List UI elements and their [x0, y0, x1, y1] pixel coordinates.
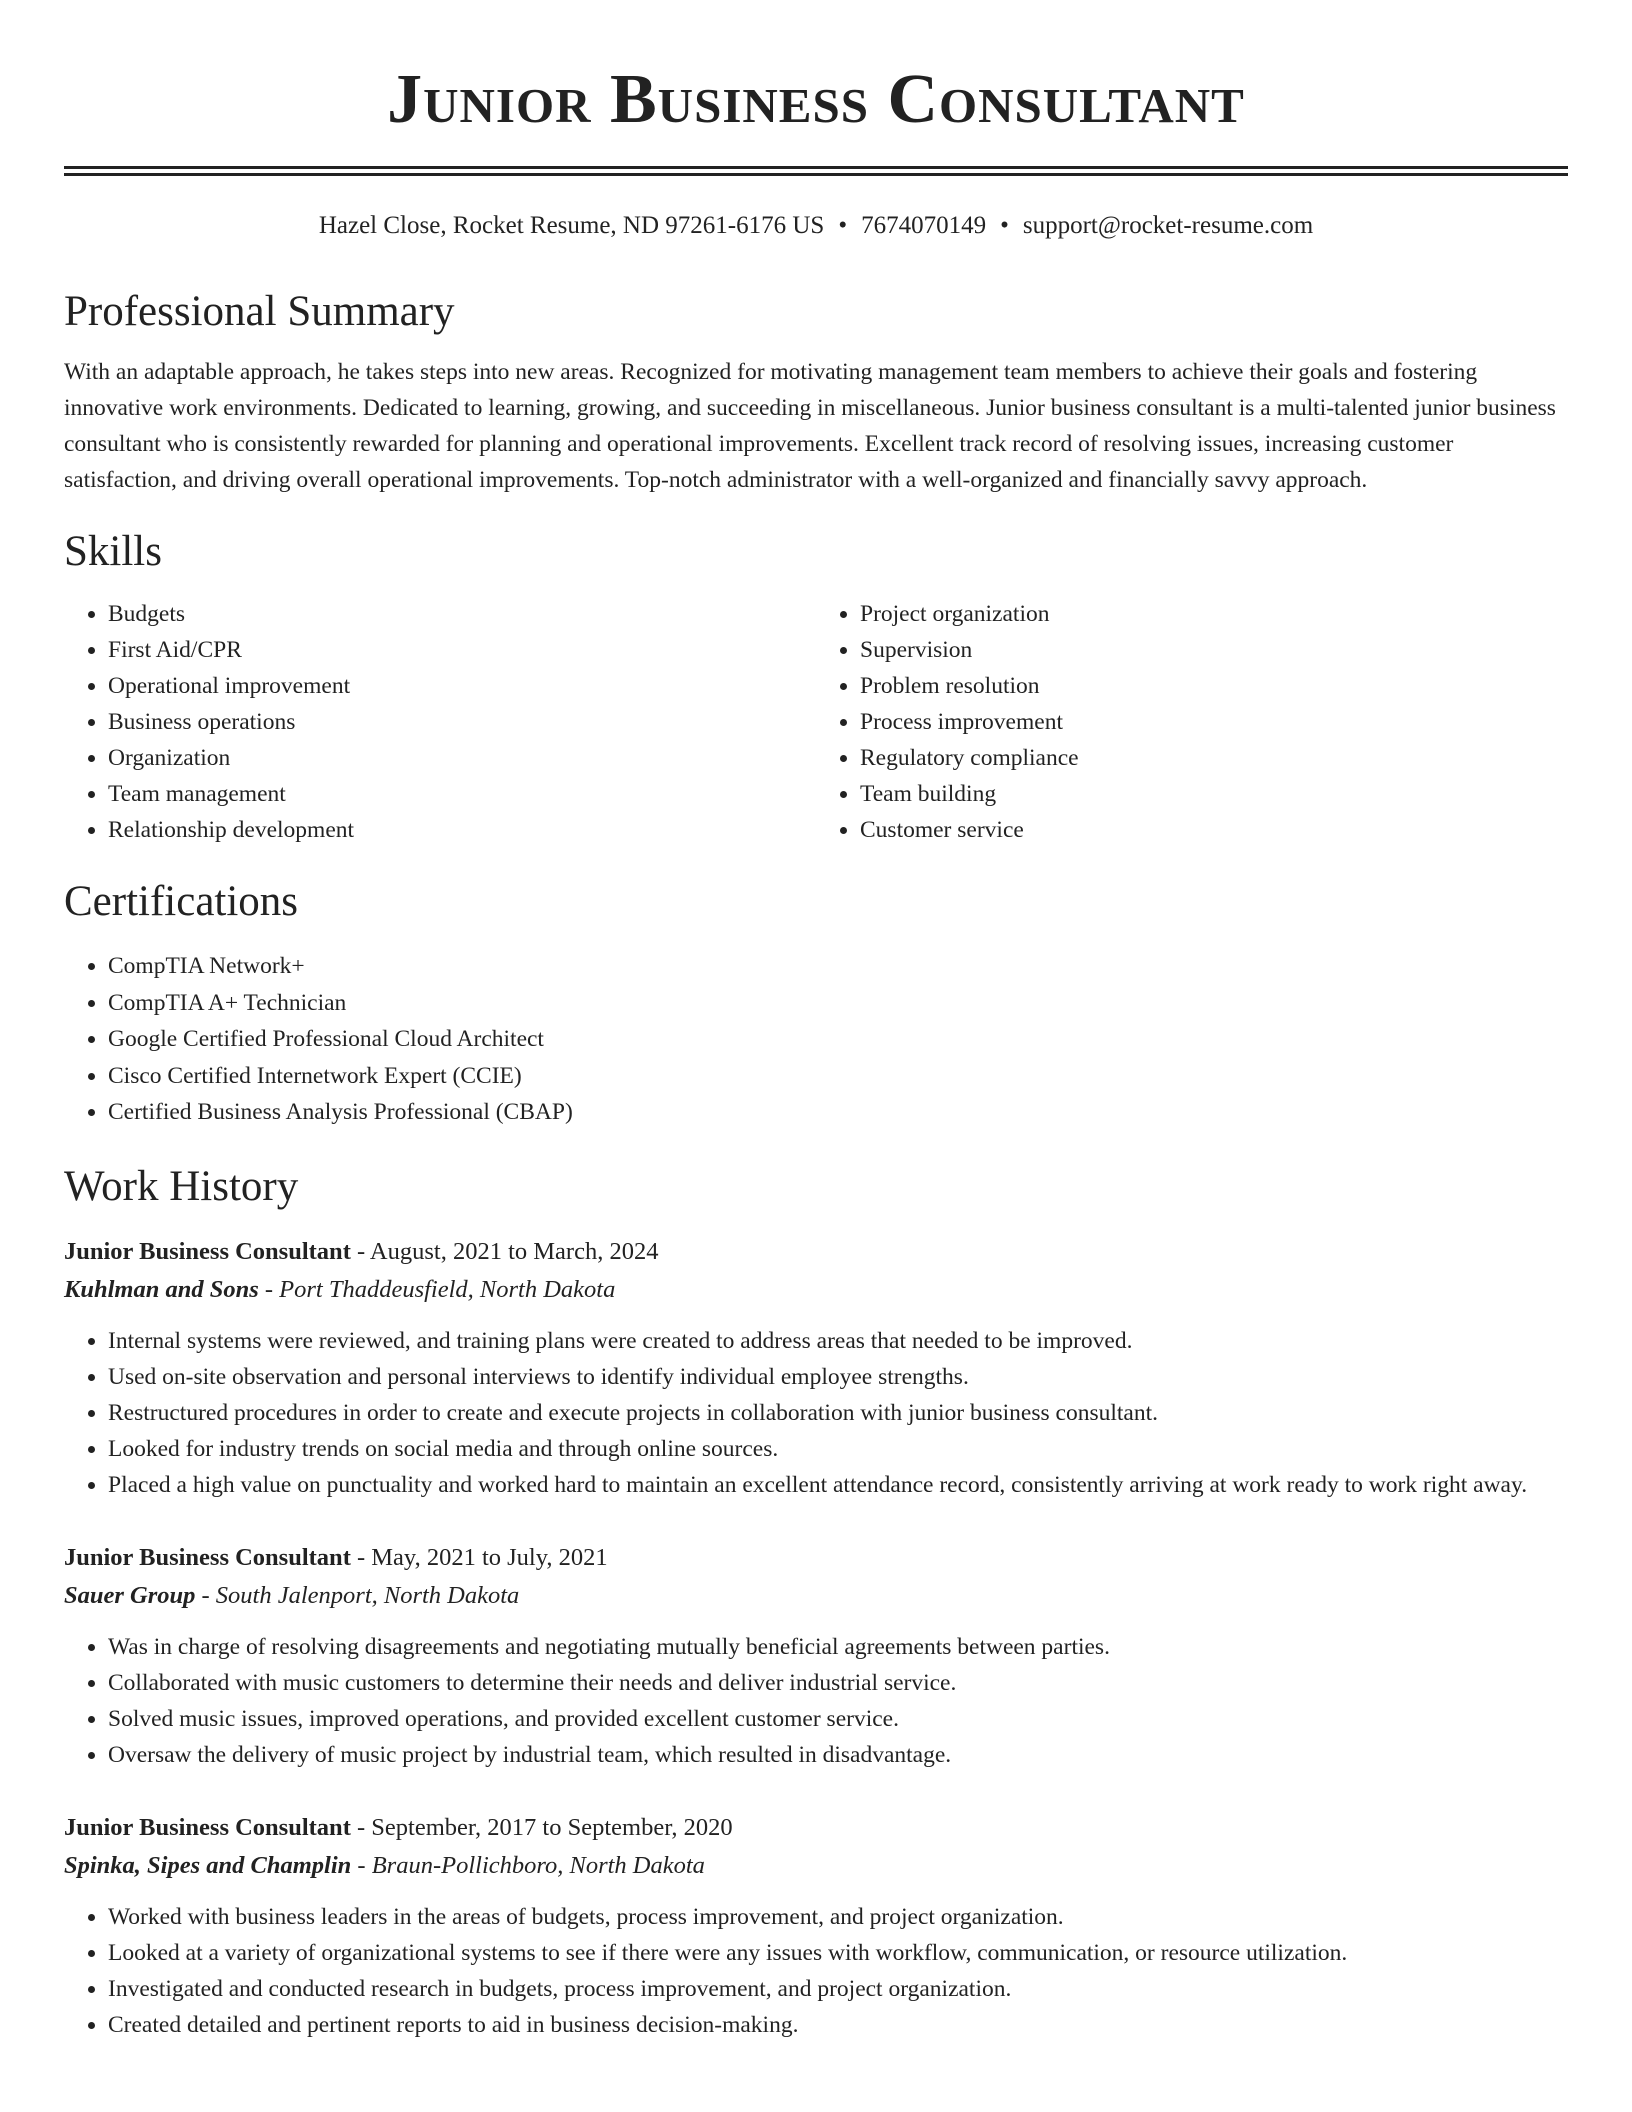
- skills-list-left: [64, 596, 816, 848]
- job-company: Spinka, Sipes and Champlin: [64, 1851, 352, 1879]
- contact-separator: •: [1000, 212, 1009, 239]
- skill-item: • Team management: [108, 776, 816, 812]
- skill-item: • Customer service: [860, 812, 1568, 848]
- job-bullet: • Solved music issues, improved operations, and provided excellent customer service.: [108, 1701, 1568, 1737]
- job-company-line: [64, 1847, 1568, 1885]
- job-entry: [64, 1233, 1568, 1503]
- skill-item: • Project organization: [860, 596, 1568, 632]
- job-dates: - May, 2021 to July, 2021: [350, 1543, 608, 1571]
- job-bullet: • Collaborated with music customers to determine their needs and deliver industrial service.: [108, 1665, 1568, 1701]
- skills-heading: Skills: [64, 528, 162, 575]
- contact-line: [64, 210, 1568, 242]
- job-entry: [64, 1809, 1568, 2043]
- job-entry: [64, 1539, 1568, 1773]
- skill-item: • First Aid/CPR: [108, 632, 816, 668]
- job-bullet: • Internal systems were reviewed, and training plans were created to address areas that needed to be improved.: [108, 1323, 1568, 1359]
- summary-heading: Professional Summary: [64, 288, 455, 335]
- skill-item: • Team building: [860, 776, 1568, 812]
- contact-email: support@rocket-resume.com: [1022, 212, 1314, 239]
- job-bullets: [64, 1629, 1568, 1773]
- skill-item: • Problem resolution: [860, 668, 1568, 704]
- summary-text: With an adaptable approach, he takes steps into new areas. Recognized for motivating management team members to achieve their goals and fostering innovative work environments. Dedicated to learning, growing, and succeeding in miscellaneous. Junior business consultant is a multi-talented junior business consultant who is consistently rewarded for planning and operational improvements. Excellent track record of resolving issues, increasing customer satisfaction, and driving overall operational improvements. Top-notch administrator with a well-organized and financially savvy approach.: [64, 359, 1556, 493]
- skill-item: • Business operations: [108, 704, 816, 740]
- job-company: Kuhlman and Sons: [64, 1275, 259, 1303]
- job-title-line: [64, 1233, 1568, 1271]
- certification-item: • CompTIA A+ Technician: [108, 985, 1568, 1022]
- job-bullet: • Created detailed and pertinent reports to aid in business decision-making.: [108, 2007, 1568, 2043]
- job-company: Sauer Group: [64, 1581, 196, 1609]
- skill-item: • Relationship development: [108, 812, 816, 848]
- job-location: - South Jalenport, North Dakota: [195, 1581, 520, 1609]
- skill-item: • Process improvement: [860, 704, 1568, 740]
- certification-item: • CompTIA Network+: [108, 948, 1568, 985]
- job-dates: - August, 2021 to March, 2024: [350, 1237, 659, 1265]
- job-title-line: [64, 1809, 1568, 1847]
- job-bullet: • Looked at a variety of organizational systems to see if there were any issues with workflow, communication, or resource utilization.: [108, 1935, 1568, 1971]
- certification-item: • Certified Business Analysis Professional (CBAP): [108, 1094, 1568, 1131]
- job-role: Junior Business Consultant: [64, 1543, 351, 1571]
- job-bullets: [64, 1323, 1568, 1503]
- job-role: Junior Business Consultant: [64, 1237, 351, 1265]
- skill-item: • Organization: [108, 740, 816, 776]
- job-bullets: [64, 1899, 1568, 2043]
- skills-grid: [64, 596, 1568, 848]
- job-location: - Braun-Pollichboro, North Dakota: [351, 1851, 705, 1879]
- skill-item: • Budgets: [108, 596, 816, 632]
- skill-item: • Supervision: [860, 632, 1568, 668]
- skill-item: • Operational improvement: [108, 668, 816, 704]
- certifications-heading: Certifications: [64, 878, 299, 925]
- job-title-line: [64, 1539, 1568, 1577]
- certifications-list: [64, 948, 1568, 1131]
- job-bullet: • Placed a high value on punctuality and worked hard to maintain an excellent attendance record, consistently arriving at work ready to work right away.: [108, 1467, 1568, 1503]
- skills-list-right: [816, 596, 1568, 848]
- certification-item: • Cisco Certified Internetwork Expert (CCIE): [108, 1058, 1568, 1095]
- job-role: Junior Business Consultant: [64, 1813, 351, 1841]
- job-bullet: • Restructured procedures in order to create and execute projects in collaboration with junior business consultant.: [108, 1395, 1568, 1431]
- skill-item: • Regulatory compliance: [860, 740, 1568, 776]
- job-bullet: • Looked for industry trends on social media and through online sources.: [108, 1431, 1568, 1467]
- contact-phone: 7674070149: [861, 212, 987, 239]
- work-history-heading: Work History: [64, 1162, 299, 1210]
- job-bullet: • Used on-site observation and personal interviews to identify individual employee strengths.: [108, 1359, 1568, 1395]
- job-bullet: • Oversaw the delivery of music project by industrial team, which resulted in disadvantage.: [108, 1737, 1568, 1773]
- certification-item: • Google Certified Professional Cloud Architect: [108, 1021, 1568, 1058]
- job-company-line: [64, 1577, 1568, 1615]
- job-company-line: [64, 1271, 1568, 1309]
- contact-address: Hazel Close, Rocket Resume, ND 97261-6176 US: [318, 212, 825, 239]
- job-bullet: • Worked with business leaders in the areas of budgets, process improvement, and project organization.: [108, 1899, 1568, 1935]
- header-divider: [64, 166, 1568, 176]
- job-bullet: • Investigated and conducted research in budgets, process improvement, and project organization.: [108, 1971, 1568, 2007]
- contact-separator: •: [838, 212, 848, 239]
- resume-name: Junior Business Consultant: [387, 61, 1245, 138]
- job-dates: - September, 2017 to September, 2020: [350, 1813, 733, 1841]
- job-bullet: • Was in charge of resolving disagreements and negotiating mutually beneficial agreements between parties.: [108, 1629, 1568, 1665]
- job-location: - Port Thaddeusfield, North Dakota: [258, 1275, 616, 1303]
